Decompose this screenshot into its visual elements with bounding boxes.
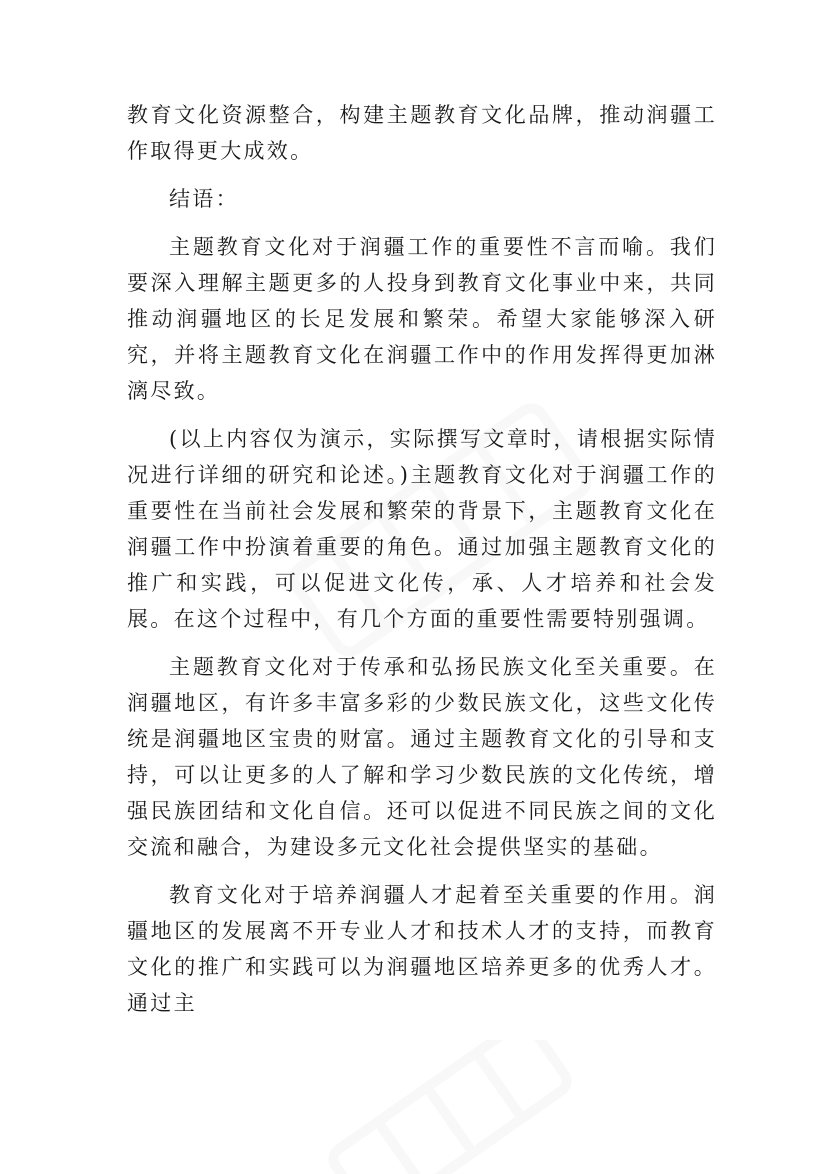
paragraph-5: 主题教育文化对于传承和弘扬民族文化至关重要。在润疆地区，有许多丰富多彩的少数民族文化，这些文化传统是润疆地区宝贵的财富。通过主题教育文化的引导和支持，可以让更多的人了解和学习少数民族的文化传统，增强民族团结和文化自信。还可以促进不同民族之间的文化交流和融合，为建设多元文化社会提供坚实的基础。	[127, 655, 717, 859]
paragraph-1: 教育文化资源整合，构建主题教育文化品牌，推动润疆工作取得更大成效。	[127, 103, 717, 163]
paragraph-4: (以上内容仅为演示，实际撰写文章时，请根据实际情况进行详细的研究和论述。)主题教育文化对于润疆工作的重要性在当前社会发展和繁荣的背景下，主题教育文化在润疆工作中扮演着重要的角色。通过加强主题教育文化的推广和实践，可以促进文化传，承、人才培养和社会发展。在这个过程中，有几个方面的重要性需要特别强调。	[127, 427, 717, 631]
watermark-graphic-bottom	[300, 1040, 600, 1174]
paragraph-3: 主题教育文化对于润疆工作的重要性不言而喻。我们要深入理解主题更多的人投身到教育文化事业中来，共同推动润疆地区的长足发展和繁荣。希望大家能够深入研究，并将主题教育文化在润疆工作中的作用发挥得更加淋漓尽致。	[127, 235, 717, 403]
conclusion-heading: 结语：	[169, 187, 239, 211]
paragraph-6: 教育文化对于培养润疆人才起着至关重要的作用。润疆地区的发展离不开专业人才和技术人才的支持，而教育文化的推广和实践可以为润疆地区培养更多的优秀人才。通过主	[127, 883, 717, 1015]
document-body	[127, 97, 717, 1033]
